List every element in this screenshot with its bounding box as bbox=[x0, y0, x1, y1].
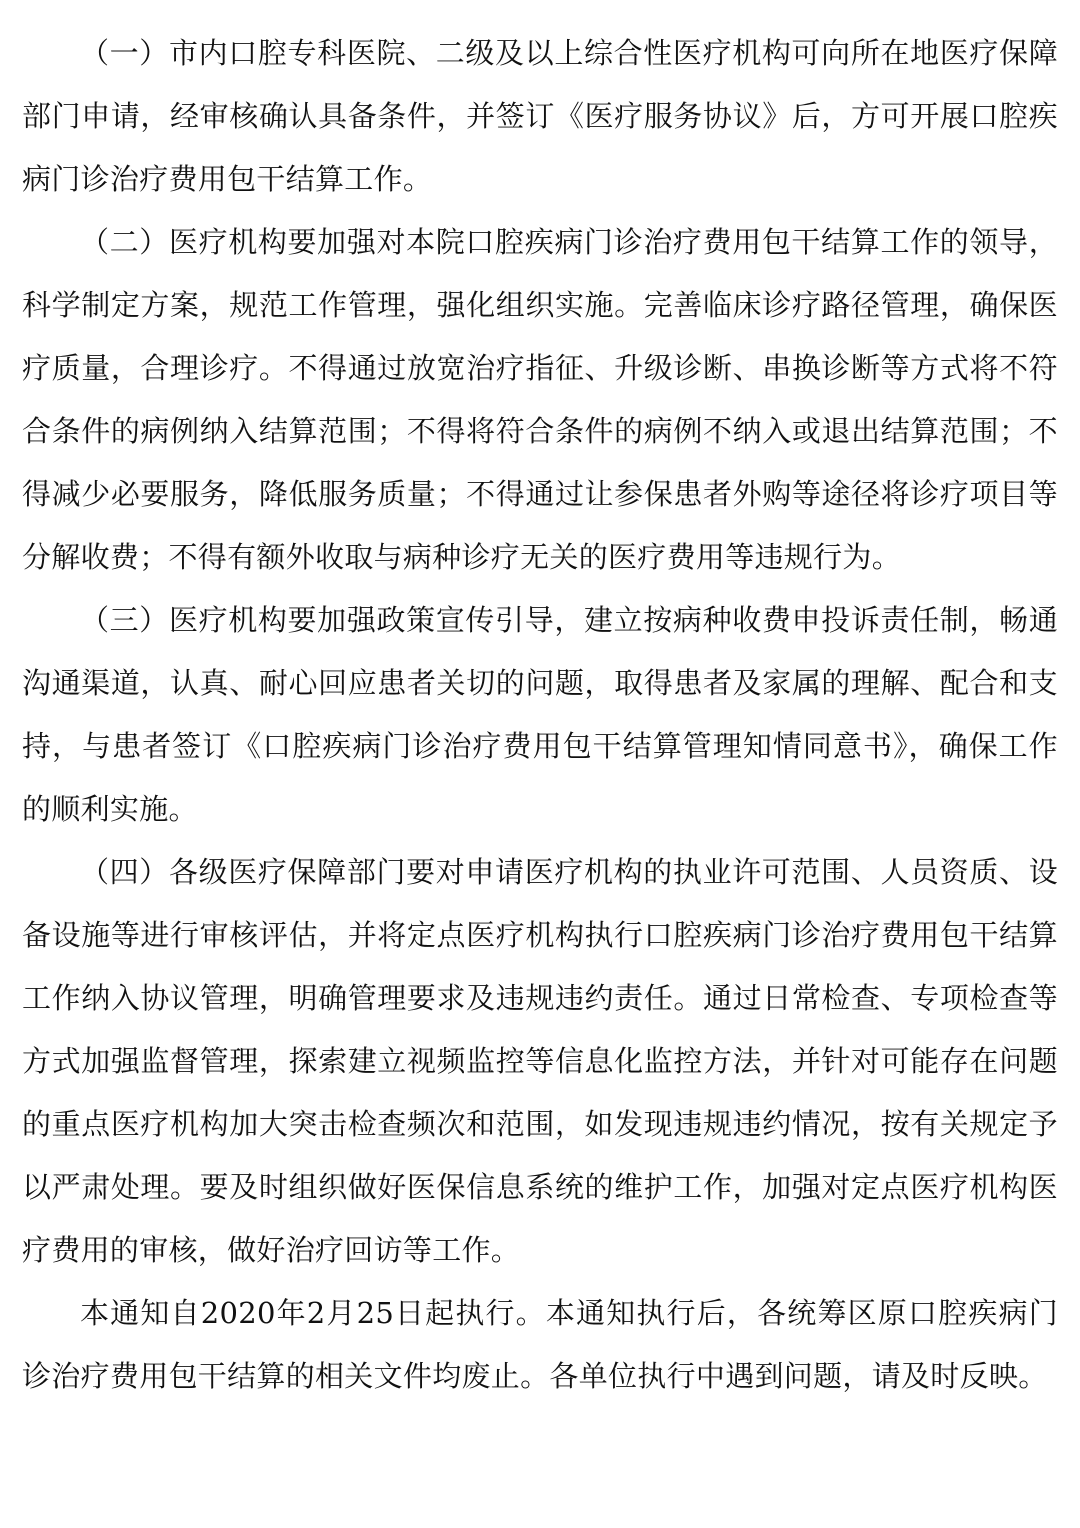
paragraph-section-4: （四）各级医疗保障部门要对申请医疗机构的执业许可范围、人员资质、设备设施等进行审核评估，并将定点医疗机构执行口腔疾病门诊治疗费用包干结算工作纳入协议管理，明确管理要求及违规违约责任。通过日常检查、专项检查等方式加强监督管理，探索建立视频监控等信息化监控方法，并针对可能存在问题的重点医疗机构加大突击检查频次和范围，如发现违规违约情况，按有关规定予以严肃处理。要及时组织做好医保信息系统的维护工作，加强对定点医疗机构医疗费用的审核，做好治疗回访等工作。 bbox=[22, 855, 1058, 1267]
paragraph-section-1: （一）市内口腔专科医院、二级及以上综合性医疗机构可向所在地医疗保障部门申请，经审核确认具备条件，并签订《医疗服务协议》后，方可开展口腔疾病门诊治疗费用包干结算工作。 bbox=[22, 36, 1058, 196]
paragraph-section-3: （三）医疗机构要加强政策宣传引导，建立按病种收费申投诉责任制，畅通沟通渠道，认真、耐心回应患者关切的问题，取得患者及家属的理解、配合和支持，与患者签订《口腔疾病门诊治疗费用包干结算管理知情同意书》，确保工作的顺利实施。 bbox=[22, 603, 1058, 826]
paragraph-effective-date: 本通知自2020年2月25日起执行。本通知执行后，各统筹区原口腔疾病门诊治疗费用包干结算的相关文件均废止。各单位执行中遇到问题，请及时反映。 bbox=[22, 1296, 1058, 1393]
paragraph-section-2: （二）医疗机构要加强对本院口腔疾病门诊治疗费用包干结算工作的领导，科学制定方案，规范工作管理，强化组织实施。完善临床诊疗路径管理，确保医疗质量，合理诊疗。不得通过放宽治疗指征、升级诊断、串换诊断等方式将不符合条件的病例纳入结算范围；不得将符合条件的病例不纳入或退出结算范围；不得减少必要服务，降低服务质量；不得通过让参保患者外购等途径将诊疗项目等分解收费；不得有额外收取与病种诊疗无关的医疗费用等违规行为。 bbox=[22, 225, 1058, 574]
